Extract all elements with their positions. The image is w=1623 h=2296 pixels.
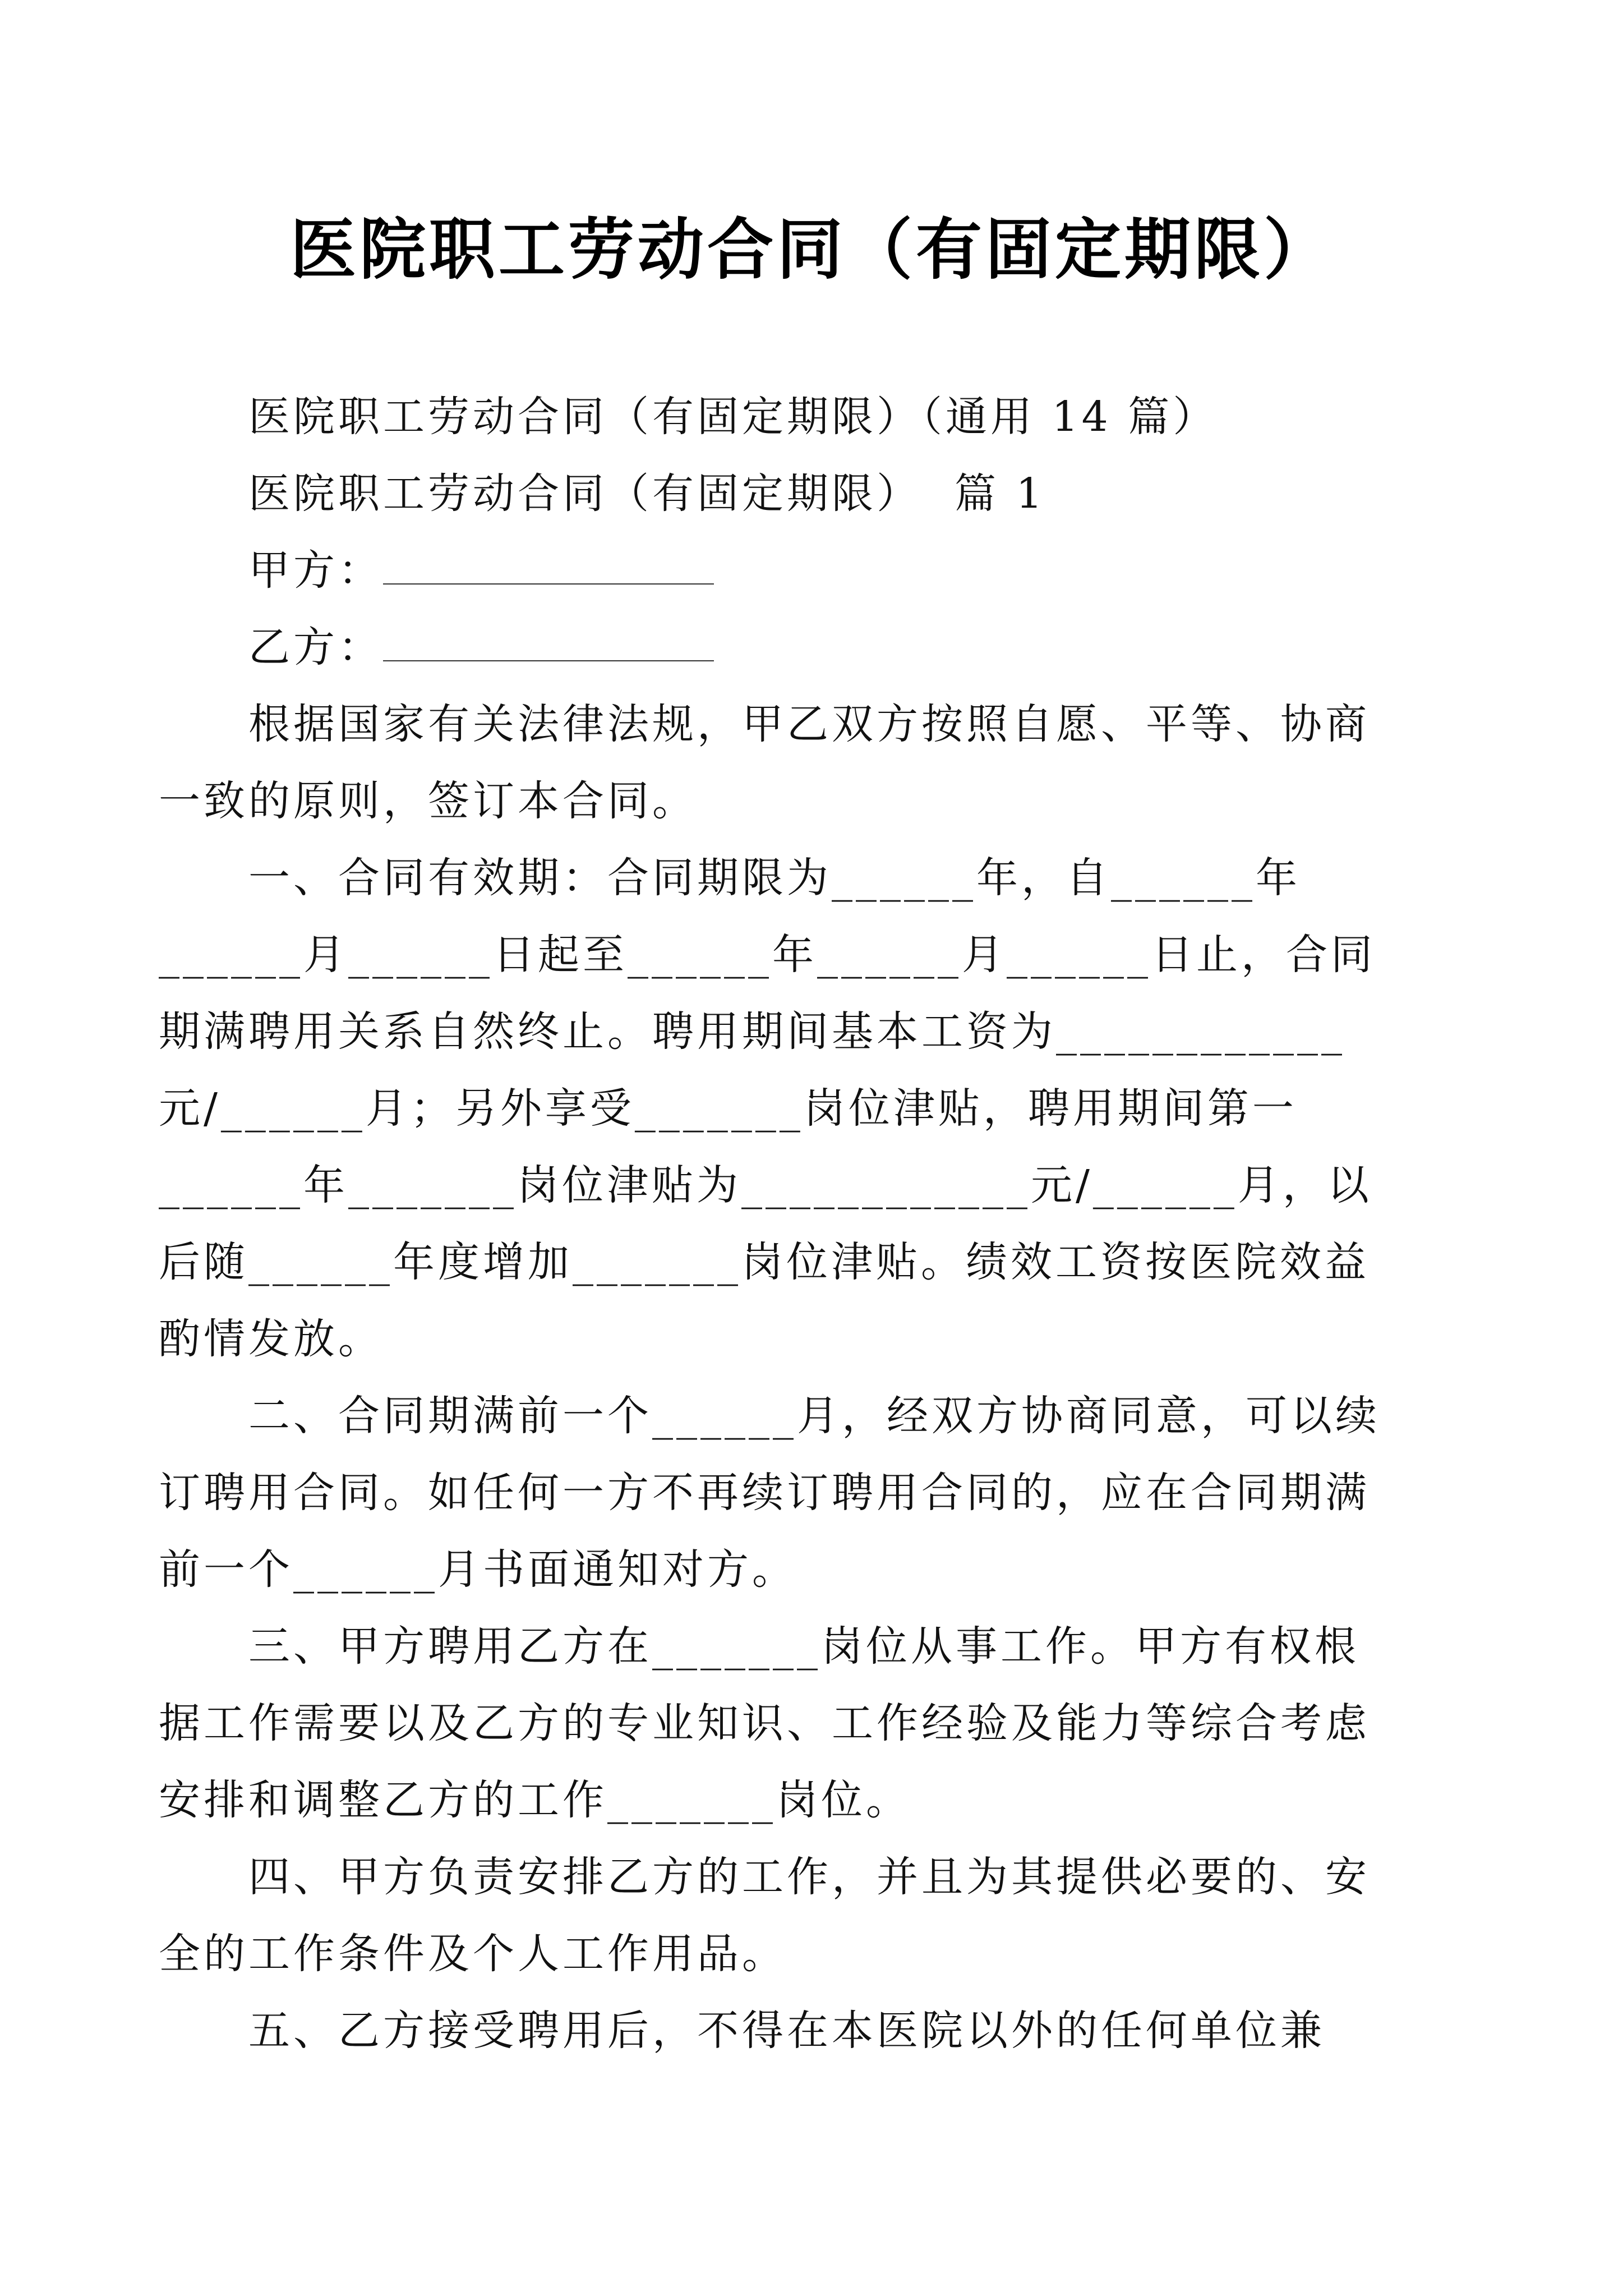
paragraph-2: 二、合同期满前一个______月，经双方协商同意，可以续订聘用合同。如任何一方不再续订聘用合同的，应在合同期满前一个______月书面通知对方。: [159, 1392, 1380, 1594]
party-a-line: [248, 532, 1398, 609]
party-b-label: 乙方：: [248, 623, 383, 671]
paragraph-5: 五、乙方接受聘用后，不得在本医院以外的任何单位兼: [248, 2007, 1325, 2055]
paragraph-3: 三、甲方聘用乙方在_______岗位从事工作。甲方有权根据工作需要以及乙方的专业知识、工作经验及能力等综合考虑安排和调整乙方的工作_______岗位。: [159, 1622, 1370, 1824]
section-heading: 医院职工劳动合同（有固定期限） 篇 1: [248, 470, 1046, 518]
paragraph-1: 一、合同有效期：合同期限为______年，自______年______月______日起至______年______月______日止，合同期满聘用关系自然终止。聘用期间基本工资为____________元/______月；另外享受_______岗位津贴，聘用期间第一______年_______岗位津贴为____________元/______月，以后随______年度增加_______岗位津贴。绩效工资按医院效益酌情发放。: [159, 854, 1376, 1363]
document-body: [248, 379, 1398, 686]
party-b-line: [248, 609, 1398, 686]
paragraph-4: 四、甲方负责安排乙方的工作，并且为其提供必要的、安全的工作条件及个人工作用品。: [159, 1853, 1370, 1978]
party-b-blank: [383, 627, 714, 661]
document-paragraphs: [159, 686, 1398, 2069]
party-a-label: 甲方：: [248, 546, 383, 595]
subtitle: 医院职工劳动合同（有固定期限）（通用 14 篇）: [248, 393, 1218, 441]
document-title: 医院职工劳动合同（有固定期限）: [289, 210, 1333, 288]
party-a-blank: [383, 550, 714, 585]
paragraph-intro: 根据国家有关法律法规，甲乙双方按照自愿、平等、协商一致的原则，签订本合同。: [159, 700, 1370, 825]
